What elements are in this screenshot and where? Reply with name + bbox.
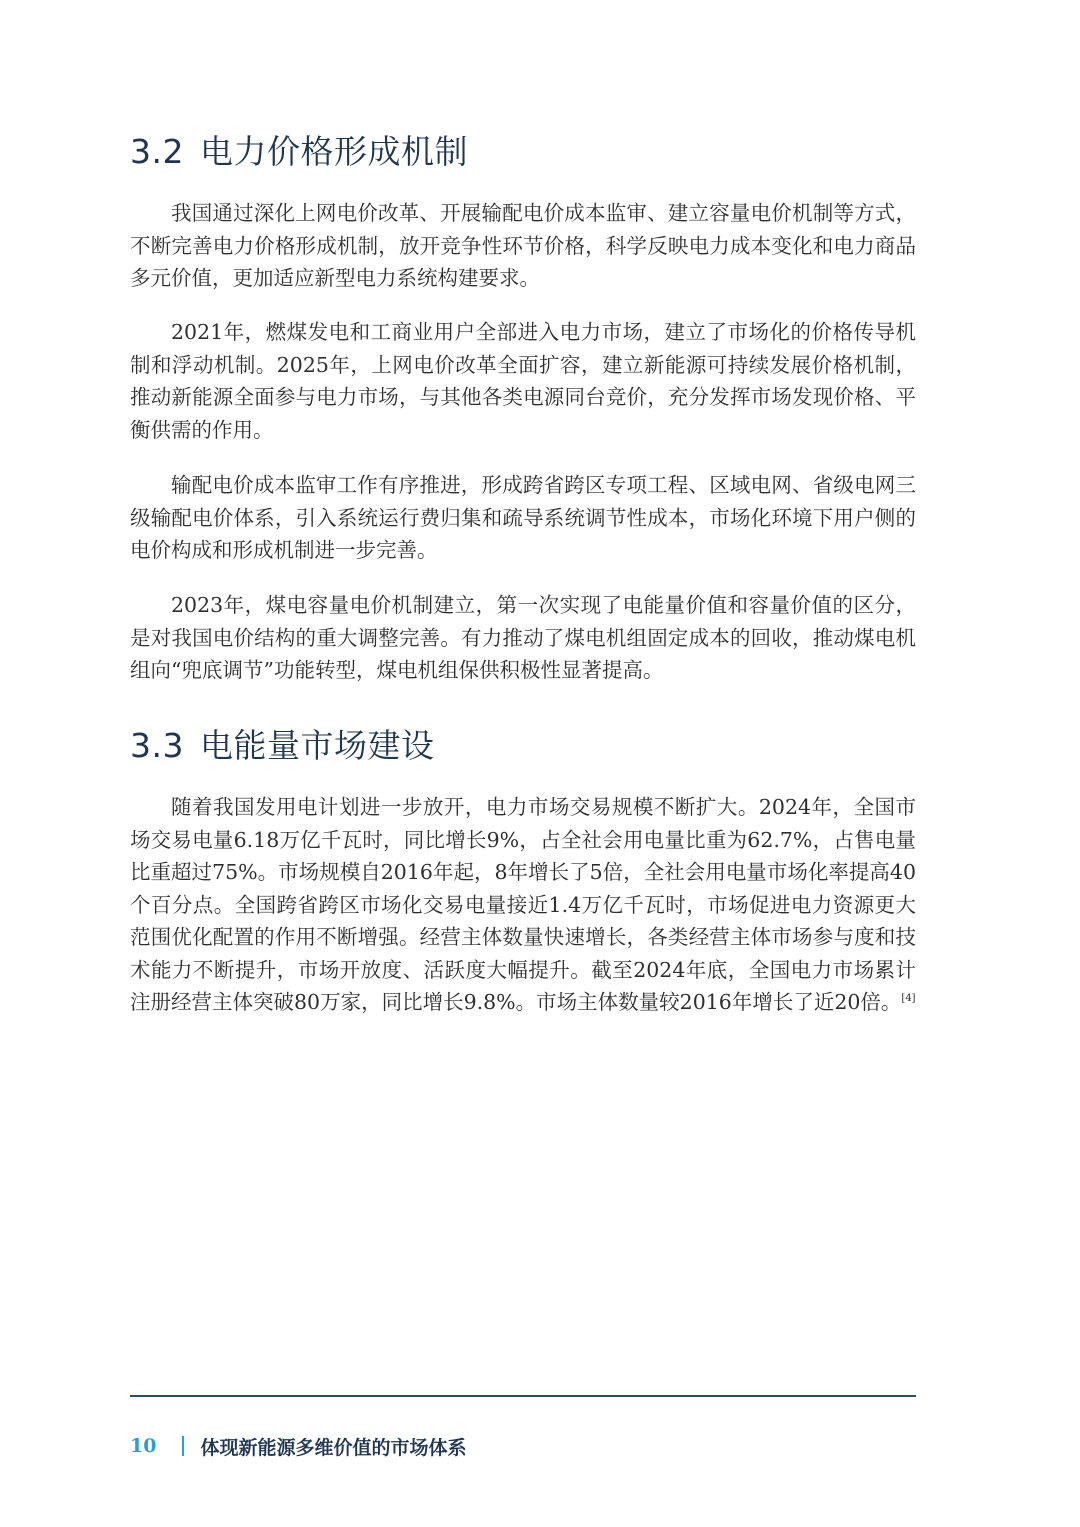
section-heading-3-3 bbox=[130, 720, 434, 767]
citation-mark[interactable]: [4] bbox=[901, 993, 916, 1005]
paragraph bbox=[130, 791, 916, 1019]
section-number: 3.2 bbox=[130, 132, 184, 171]
paragraph: 2023年，煤电容量电价机制建立，第一次实现了电能量价值和容量价值的区分，是对我国电价结构的重大调整完善。有力推动了煤电机组固定成本的回收，推动煤电机组向“兜底调节”功能转型，煤电机组保供积极性显著提高。 bbox=[130, 593, 916, 682]
paragraph: 输配电价成本监审工作有序推进，形成跨省跨区专项工程、区域电网、省级电网三级输配电价体系，引入系统运行费归集和疏导系统调节性成本，市场化环境下用户侧的电价构成和形成机制进一步完善。 bbox=[130, 473, 916, 562]
section-title-text: 电能量市场建设 bbox=[199, 726, 435, 765]
paragraph-text: 随着我国发用电计划进一步放开，电力市场交易规模不断扩大。2024年，全国市场交易电量6.18万亿千瓦时，同比增长9%，占全社会用电量比重为62.7%，占售电量比重超过75%。市场规模自2016年起，8年增长了5倍，全社会用电量市场化率提高40个百分点。全国跨省跨区市场化交易电量接近1.4万亿千瓦时，市场促进电力资源更大范围优化配置的作用不断增强。经营主体数量快速增长，各类经营主体市场参与度和技术能力不断提升，市场开放度、活跃度大幅提升。截至2024年底，全国电力市场累计注册经营主体突破80万家，同比增长9.8%。市场主体数量较2016年增长了近20倍。 bbox=[130, 795, 916, 1014]
section-title-text: 电力价格形成机制 bbox=[199, 132, 468, 171]
page-footer bbox=[130, 1432, 466, 1460]
footer-document-title: 体现新能源多维价值的市场体系 bbox=[200, 1436, 467, 1459]
section-number: 3.3 bbox=[130, 726, 184, 765]
section-heading-3-2 bbox=[130, 126, 468, 173]
paragraph: 我国通过深化上网电价改革、开展输配电价成本监审、建立容量电价机制等方式，不断完善电力价格形成机制，放开竞争性环节价格，科学反映电力成本变化和电力商品多元价值，更加适应新型电力系统构建要求。 bbox=[130, 201, 916, 290]
page-number: 10 bbox=[130, 1435, 157, 1457]
footer-divider bbox=[130, 1395, 916, 1397]
paragraph: 2021年，燃煤发电和工商业用户全部进入电力市场，建立了市场化的价格传导机制和浮动机制。2025年，上网电价改革全面扩容，建立新能源可持续发展价格机制，推动新能源全面参与电力市场，与其他各类电源同台竞价，充分发挥市场发现价格、平衡供需的作用。 bbox=[130, 320, 916, 442]
footer-separator bbox=[182, 1436, 184, 1456]
